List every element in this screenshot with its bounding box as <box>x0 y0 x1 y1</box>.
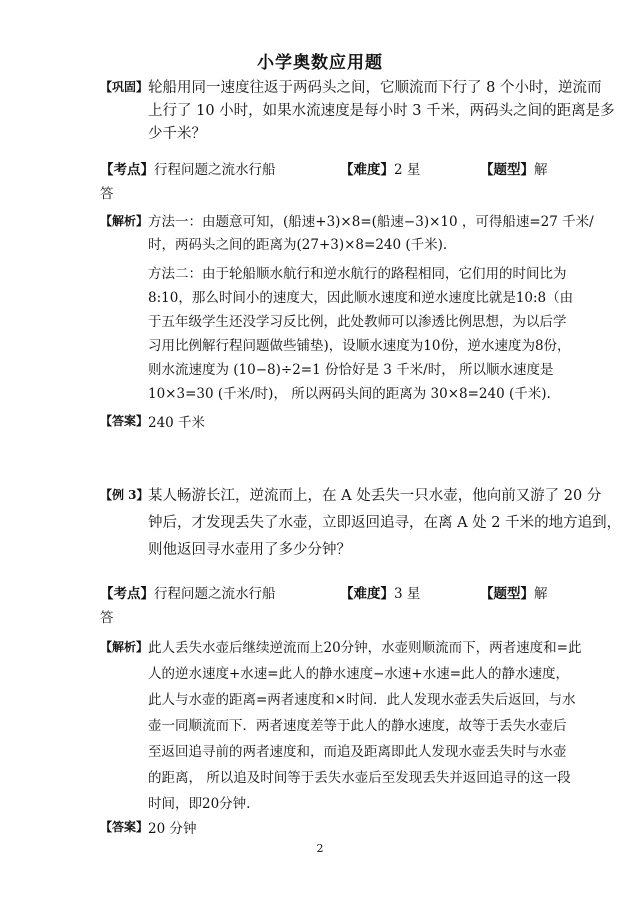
kaodian: 【考点】行程问题之流水行船 <box>100 162 276 178</box>
analysis-line-1: 此人丢失水壶后继续逆流而上20分钟，水壶则顺流而下，两者速度和=此 <box>148 640 582 656</box>
page-number: 2 <box>316 842 324 855</box>
analysis-line-6: 的距离， 所以追及时间等于丢失水壶后至发现丢失并返回追寻的这一段 <box>148 770 571 786</box>
example-3-line-2: 钟后，才发现丢失了水壶，立即返回追寻，在离 A 处 2 千米的地方追到， <box>148 515 622 531</box>
method1-line-1: 方法一：由题意可知，(船速+3)×8=(船速−3)×10 ，可得船速=27 千米/ <box>148 214 594 230</box>
tixing-wrap: 答 <box>100 186 114 202</box>
example-3-line-3: 则他返回寻水壶用了多少分钟？ <box>148 542 351 558</box>
method2-line-4: 习用比例解行程问题做些铺垫)，设顺水速度为10份，逆水速度为8份， <box>148 338 571 354</box>
consolidation-tag: 【巩固】 <box>100 80 149 94</box>
nandu: 【难度】3 星 <box>340 586 421 602</box>
method2-line-6: 10×3=30 (千米/时)， 所以两码头间的距离为 30×8=240 (千米). <box>148 386 551 402</box>
jiexi-tag: 【解析】 <box>100 640 149 654</box>
consolidation-line-3: 少千米？ <box>148 126 206 142</box>
answer-value: 20 分钟 <box>148 821 197 837</box>
analysis-line-4: 壶一同顺流而下．两者速度差等于此人的静水速度，故等于丢失水壶后 <box>148 718 567 734</box>
consolidation-line-1: 轮船用同一速度往返于两码头之间，它顺流而下行了 8 个小时，逆流而 <box>148 80 602 96</box>
method2-line-5: 则水流速度为 (10−8)÷2=1 份恰好是 3 千米/时， 所以顺水速度是 <box>148 362 554 378</box>
consolidation-line-2: 上行了 10 小时，如果水流速度是每小时 3 千米，两码头之间的距离是多 <box>148 103 615 119</box>
analysis-line-7: 时间，即20分钟. <box>148 796 251 812</box>
method2-line-1: 方法二：由于轮船顺水航行和逆水航行的路程相同，它们用的时间比为 <box>148 266 567 282</box>
method1-line-2: 时，两码头之间的距离为(27+3)×8=240 (千米). <box>148 237 448 253</box>
method2-line-3: 于五年级学生还没学习反比例，此处教师可以渗透比例思想，为以后学 <box>148 314 567 330</box>
kaodian: 【考点】行程问题之流水行船 <box>100 586 276 602</box>
tixing: 【题型】解 <box>480 162 548 178</box>
nandu: 【难度】2 星 <box>340 162 421 178</box>
tixing-wrap: 答 <box>100 610 114 626</box>
example-3-tag: 【例 3】 <box>100 488 149 502</box>
answer-tag: 【答案】 <box>100 414 149 428</box>
tixing: 【题型】解 <box>480 586 548 602</box>
analysis-line-5: 至返回追寻前的两者速度和，而追及距离即此人发现水壶丢失时与水壶 <box>148 744 567 760</box>
method2-line-2: 8:10，那么时间小的速度大，因此顺水速度和逆水速度比就是10:8（由 <box>148 290 574 306</box>
answer-value: 240 千米 <box>148 415 206 431</box>
jiexi-tag: 【解析】 <box>100 214 149 228</box>
page-title: 小学奥数应用题 <box>257 53 383 73</box>
answer-tag: 【答案】 <box>100 820 149 834</box>
example-3-line-1: 某人畅游长江，逆流而上，在 A 处丢失一只水壶，他向前又游了 20 分 <box>148 488 602 504</box>
analysis-line-2: 人的逆水速度+水速=此人的静水速度−水速+水速=此人的静水速度， <box>148 666 570 682</box>
analysis-line-3: 此人与水壶的距离=两者速度和×时间．此人发现水壶丢失后返回，与水 <box>148 692 576 708</box>
